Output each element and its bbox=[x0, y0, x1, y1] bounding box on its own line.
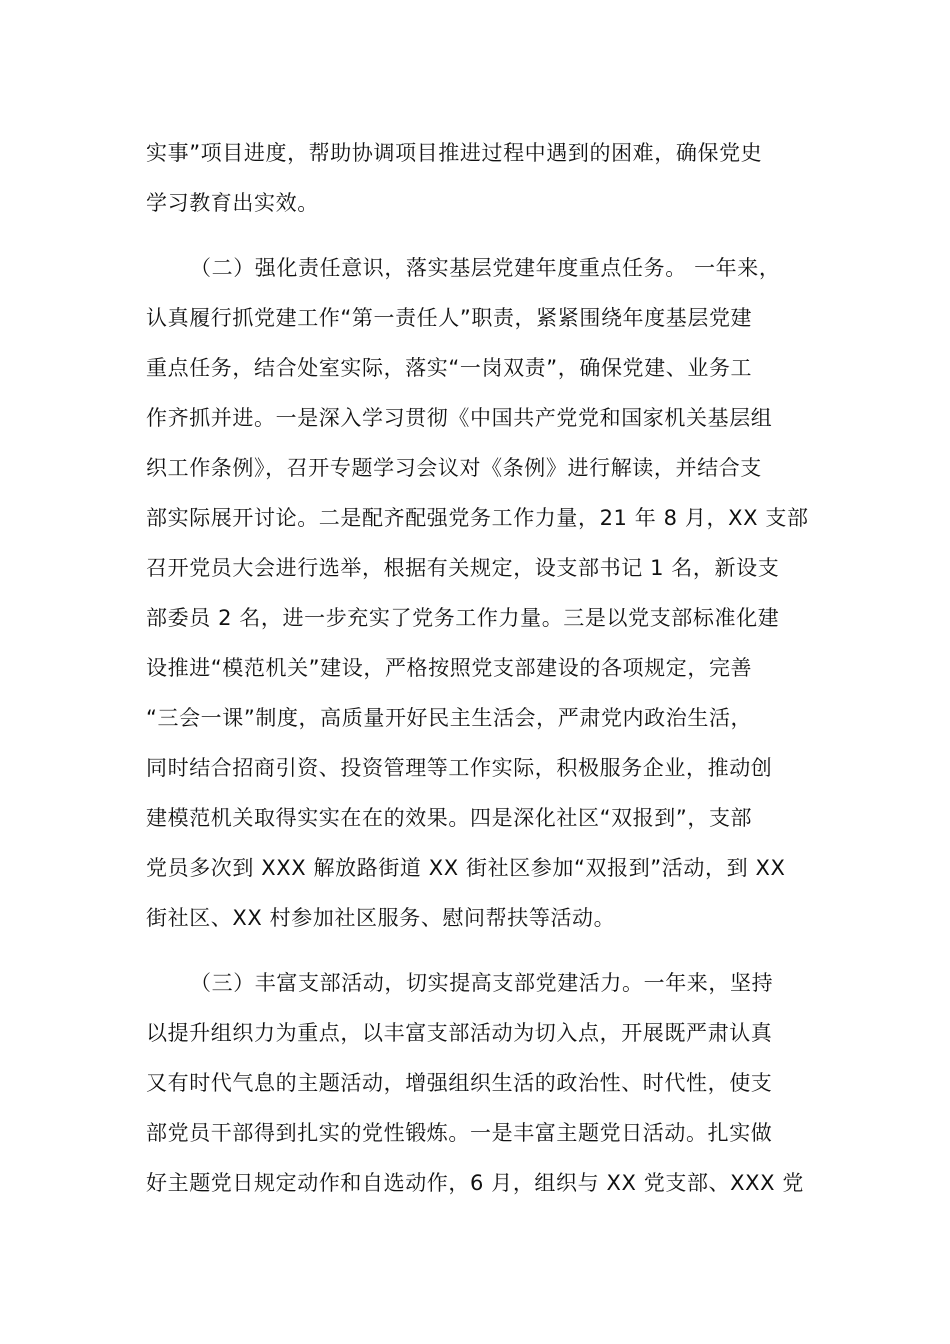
text-line: 同时结合招商引资、投资管理等工作实际，积极服务企业，推动创 bbox=[146, 756, 773, 780]
text-line: 部实际展开讨论。二是配齐配强党务工作力量，21 年 8 月，XX 支部 bbox=[146, 506, 809, 530]
text-line: 重点任务，结合处室实际，落实“一岗双责”，确保党建、业务工 bbox=[146, 356, 753, 380]
text-line: 好主题党日规定动作和自选动作，6 月，组织与 XX 党支部、XXX 党 bbox=[146, 1171, 804, 1195]
text-line: 部党员干部得到扎实的党性锻炼。一是丰富主题党日活动。扎实做 bbox=[146, 1121, 773, 1145]
text-line: 召开党员大会进行选举，根据有关规定，设支部书记 1 名，新设支 bbox=[146, 556, 780, 580]
text-line: 街社区、XX 村参加社区服务、慰问帮扶等活动。 bbox=[146, 906, 616, 930]
text-line: 作齐抓并进。一是深入学习贯彻《中国共产党党和国家机关基层组 bbox=[146, 406, 773, 430]
text-line: 党员多次到 XXX 解放路街道 XX 街社区参加“双报到”活动，到 XX bbox=[146, 856, 786, 880]
text-line: 实事”项目进度，帮助协调项目推进过程中遇到的困难，确保党史 bbox=[146, 141, 763, 165]
section-heading-line: （二）强化责任意识，落实基层党建年度重点任务。 一年来， bbox=[190, 256, 781, 280]
text-line: 建模范机关取得实实在在的效果。四是深化社区“双报到”，支部 bbox=[146, 806, 753, 830]
text-line: 织工作条例》，召开专题学习会议对《条例》进行解读，并结合支 bbox=[146, 456, 762, 480]
text-line: 设推进“模范机关”建设，严格按照党支部建设的各项规定，完善 bbox=[146, 656, 753, 680]
text-line: 学习教育出实效。 bbox=[146, 191, 319, 215]
text-line: 又有时代气息的主题活动，增强组织生活的政治性、时代性，使支 bbox=[146, 1071, 773, 1095]
text-line: 认真履行抓党建工作“第一责任人”职责，紧紧围绕年度基层党建 bbox=[146, 306, 753, 330]
section-heading-line: （三）丰富支部活动，切实提高支部党建活力。一年来，坚持 bbox=[190, 971, 774, 995]
text-line: 以提升组织力为重点，以丰富支部活动为切入点，开展既严肃认真 bbox=[146, 1021, 773, 1045]
text-line: 部委员 2 名，进一步充实了党务工作力量。三是以党支部标准化建 bbox=[146, 606, 780, 630]
text-line: “三会一课”制度，高质量开好民主生活会，严肃党内政治生活， bbox=[146, 706, 753, 730]
